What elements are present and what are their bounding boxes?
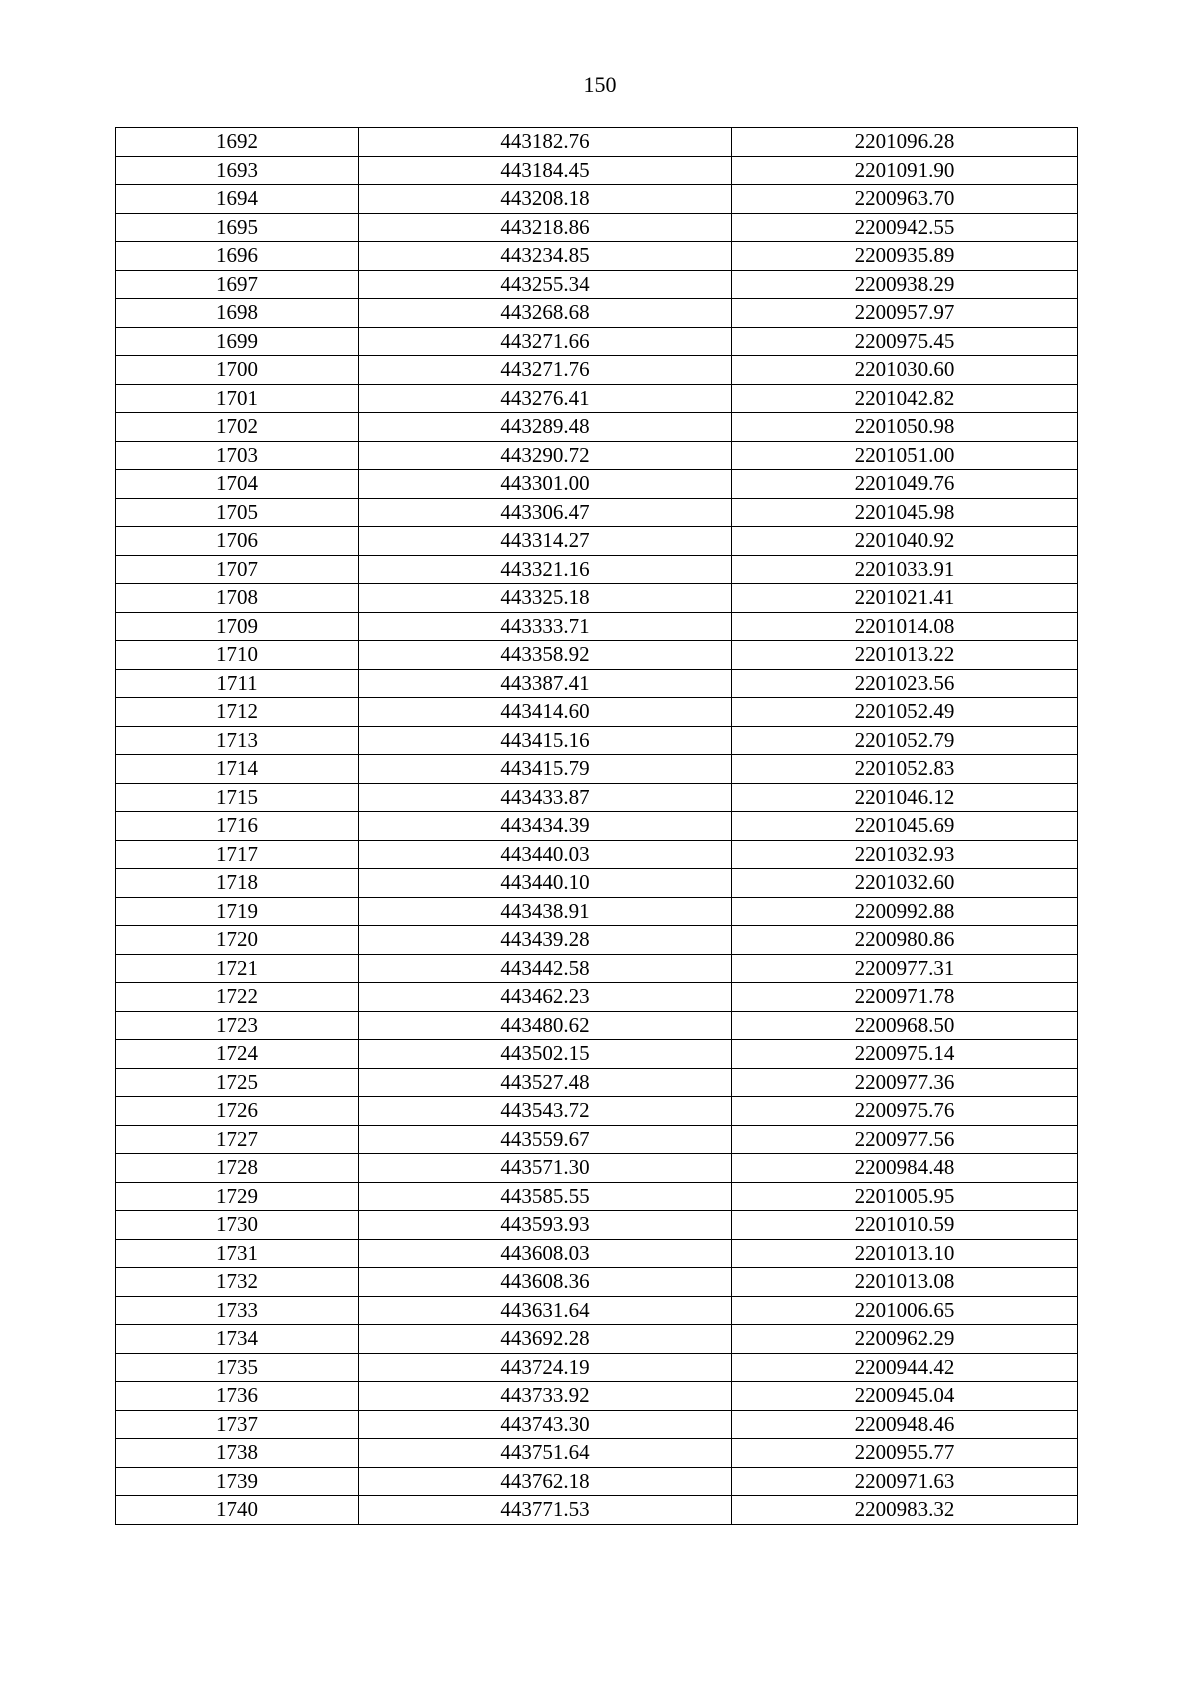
point-number-cell: 1701 [116, 384, 359, 413]
x-coordinate-cell: 443325.18 [359, 584, 732, 613]
point-number-cell: 1692 [116, 128, 359, 157]
point-number-cell: 1731 [116, 1239, 359, 1268]
table-row [116, 1410, 1078, 1439]
table-row [116, 527, 1078, 556]
y-coordinate-cell: 2201013.22 [732, 641, 1078, 670]
x-coordinate-cell: 443771.53 [359, 1496, 732, 1525]
y-coordinate-cell: 2200968.50 [732, 1011, 1078, 1040]
y-coordinate-cell: 2200935.89 [732, 242, 1078, 271]
y-coordinate-cell: 2201030.60 [732, 356, 1078, 385]
coordinates-table [115, 127, 1078, 1525]
table-row [116, 897, 1078, 926]
table-row [116, 1011, 1078, 1040]
x-coordinate-cell: 443301.00 [359, 470, 732, 499]
y-coordinate-cell: 2200992.88 [732, 897, 1078, 926]
x-coordinate-cell: 443543.72 [359, 1097, 732, 1126]
table-row [116, 698, 1078, 727]
point-number-cell: 1725 [116, 1068, 359, 1097]
table-row [116, 1097, 1078, 1126]
point-number-cell: 1705 [116, 498, 359, 527]
point-number-cell: 1718 [116, 869, 359, 898]
y-coordinate-cell: 2201051.00 [732, 441, 1078, 470]
point-number-cell: 1704 [116, 470, 359, 499]
y-coordinate-cell: 2200975.14 [732, 1040, 1078, 1069]
table-row [116, 669, 1078, 698]
x-coordinate-cell: 443387.41 [359, 669, 732, 698]
table-row [116, 384, 1078, 413]
y-coordinate-cell: 2201091.90 [732, 156, 1078, 185]
x-coordinate-cell: 443631.64 [359, 1296, 732, 1325]
y-coordinate-cell: 2201040.92 [732, 527, 1078, 556]
y-coordinate-cell: 2201021.41 [732, 584, 1078, 613]
x-coordinate-cell: 443439.28 [359, 926, 732, 955]
table-row [116, 869, 1078, 898]
table-row [116, 1239, 1078, 1268]
point-number-cell: 1738 [116, 1439, 359, 1468]
point-number-cell: 1713 [116, 726, 359, 755]
x-coordinate-cell: 443321.16 [359, 555, 732, 584]
table-row [116, 1467, 1078, 1496]
x-coordinate-cell: 443433.87 [359, 783, 732, 812]
point-number-cell: 1699 [116, 327, 359, 356]
x-coordinate-cell: 443440.03 [359, 840, 732, 869]
table-row [116, 641, 1078, 670]
table-row [116, 1154, 1078, 1183]
x-coordinate-cell: 443462.23 [359, 983, 732, 1012]
y-coordinate-cell: 2200942.55 [732, 213, 1078, 242]
table-row [116, 299, 1078, 328]
point-number-cell: 1698 [116, 299, 359, 328]
y-coordinate-cell: 2201045.98 [732, 498, 1078, 527]
point-number-cell: 1717 [116, 840, 359, 869]
table-row [116, 726, 1078, 755]
table-row [116, 555, 1078, 584]
y-coordinate-cell: 2201032.60 [732, 869, 1078, 898]
y-coordinate-cell: 2200984.48 [732, 1154, 1078, 1183]
x-coordinate-cell: 443289.48 [359, 413, 732, 442]
table-row [116, 783, 1078, 812]
x-coordinate-cell: 443608.03 [359, 1239, 732, 1268]
y-coordinate-cell: 2200938.29 [732, 270, 1078, 299]
x-coordinate-cell: 443692.28 [359, 1325, 732, 1354]
y-coordinate-cell: 2200977.36 [732, 1068, 1078, 1097]
point-number-cell: 1737 [116, 1410, 359, 1439]
x-coordinate-cell: 443414.60 [359, 698, 732, 727]
page-number: 150 [583, 72, 617, 97]
y-coordinate-cell: 2200944.42 [732, 1353, 1078, 1382]
x-coordinate-cell: 443724.19 [359, 1353, 732, 1382]
point-number-cell: 1694 [116, 185, 359, 214]
y-coordinate-cell: 2201052.49 [732, 698, 1078, 727]
point-number-cell: 1715 [116, 783, 359, 812]
point-number-cell: 1736 [116, 1382, 359, 1411]
point-number-cell: 1719 [116, 897, 359, 926]
x-coordinate-cell: 443434.39 [359, 812, 732, 841]
y-coordinate-cell: 2201013.10 [732, 1239, 1078, 1268]
table-row [116, 498, 1078, 527]
x-coordinate-cell: 443333.71 [359, 612, 732, 641]
y-coordinate-cell: 2201005.95 [732, 1182, 1078, 1211]
y-coordinate-cell: 2201014.08 [732, 612, 1078, 641]
x-coordinate-cell: 443438.91 [359, 897, 732, 926]
y-coordinate-cell: 2200977.56 [732, 1125, 1078, 1154]
x-coordinate-cell: 443314.27 [359, 527, 732, 556]
point-number-cell: 1696 [116, 242, 359, 271]
table-row [116, 1439, 1078, 1468]
y-coordinate-cell: 2201096.28 [732, 128, 1078, 157]
point-number-cell: 1733 [116, 1296, 359, 1325]
y-coordinate-cell: 2201045.69 [732, 812, 1078, 841]
point-number-cell: 1726 [116, 1097, 359, 1126]
point-number-cell: 1702 [116, 413, 359, 442]
x-coordinate-cell: 443290.72 [359, 441, 732, 470]
table-row [116, 1296, 1078, 1325]
table-body [116, 128, 1078, 1525]
y-coordinate-cell: 2201032.93 [732, 840, 1078, 869]
x-coordinate-cell: 443502.15 [359, 1040, 732, 1069]
x-coordinate-cell: 443762.18 [359, 1467, 732, 1496]
x-coordinate-cell: 443358.92 [359, 641, 732, 670]
x-coordinate-cell: 443593.93 [359, 1211, 732, 1240]
table-row [116, 213, 1078, 242]
x-coordinate-cell: 443306.47 [359, 498, 732, 527]
y-coordinate-cell: 2201050.98 [732, 413, 1078, 442]
table-row [116, 926, 1078, 955]
y-coordinate-cell: 2201033.91 [732, 555, 1078, 584]
point-number-cell: 1729 [116, 1182, 359, 1211]
table-row [116, 1382, 1078, 1411]
y-coordinate-cell: 2200971.63 [732, 1467, 1078, 1496]
point-number-cell: 1720 [116, 926, 359, 955]
point-number-cell: 1727 [116, 1125, 359, 1154]
point-number-cell: 1707 [116, 555, 359, 584]
x-coordinate-cell: 443234.85 [359, 242, 732, 271]
point-number-cell: 1740 [116, 1496, 359, 1525]
x-coordinate-cell: 443271.66 [359, 327, 732, 356]
table-row [116, 612, 1078, 641]
x-coordinate-cell: 443733.92 [359, 1382, 732, 1411]
y-coordinate-cell: 2200977.31 [732, 954, 1078, 983]
x-coordinate-cell: 443184.45 [359, 156, 732, 185]
point-number-cell: 1724 [116, 1040, 359, 1069]
point-number-cell: 1728 [116, 1154, 359, 1183]
point-number-cell: 1739 [116, 1467, 359, 1496]
point-number-cell: 1703 [116, 441, 359, 470]
table-row [116, 983, 1078, 1012]
point-number-cell: 1722 [116, 983, 359, 1012]
point-number-cell: 1693 [116, 156, 359, 185]
point-number-cell: 1732 [116, 1268, 359, 1297]
table-row [116, 327, 1078, 356]
table-row [116, 470, 1078, 499]
x-coordinate-cell: 443208.18 [359, 185, 732, 214]
y-coordinate-cell: 2200980.86 [732, 926, 1078, 955]
x-coordinate-cell: 443608.36 [359, 1268, 732, 1297]
table-row [116, 441, 1078, 470]
y-coordinate-cell: 2200955.77 [732, 1439, 1078, 1468]
x-coordinate-cell: 443559.67 [359, 1125, 732, 1154]
point-number-cell: 1711 [116, 669, 359, 698]
x-coordinate-cell: 443440.10 [359, 869, 732, 898]
y-coordinate-cell: 2200983.32 [732, 1496, 1078, 1525]
table-row [116, 1040, 1078, 1069]
point-number-cell: 1708 [116, 584, 359, 613]
y-coordinate-cell: 2201023.56 [732, 669, 1078, 698]
point-number-cell: 1695 [116, 213, 359, 242]
x-coordinate-cell: 443751.64 [359, 1439, 732, 1468]
point-number-cell: 1721 [116, 954, 359, 983]
point-number-cell: 1712 [116, 698, 359, 727]
x-coordinate-cell: 443415.16 [359, 726, 732, 755]
x-coordinate-cell: 443268.68 [359, 299, 732, 328]
table-row [116, 1068, 1078, 1097]
table-row [116, 413, 1078, 442]
table-row [116, 1182, 1078, 1211]
y-coordinate-cell: 2200957.97 [732, 299, 1078, 328]
point-number-cell: 1697 [116, 270, 359, 299]
table-row [116, 356, 1078, 385]
table-row [116, 1353, 1078, 1382]
table-row [116, 156, 1078, 185]
x-coordinate-cell: 443255.34 [359, 270, 732, 299]
x-coordinate-cell: 443442.58 [359, 954, 732, 983]
table-row [116, 812, 1078, 841]
table-row [116, 755, 1078, 784]
x-coordinate-cell: 443571.30 [359, 1154, 732, 1183]
y-coordinate-cell: 2201006.65 [732, 1296, 1078, 1325]
x-coordinate-cell: 443527.48 [359, 1068, 732, 1097]
y-coordinate-cell: 2201049.76 [732, 470, 1078, 499]
table-row [116, 1268, 1078, 1297]
y-coordinate-cell: 2201052.79 [732, 726, 1078, 755]
x-coordinate-cell: 443480.62 [359, 1011, 732, 1040]
y-coordinate-cell: 2201010.59 [732, 1211, 1078, 1240]
y-coordinate-cell: 2201013.08 [732, 1268, 1078, 1297]
y-coordinate-cell: 2200975.76 [732, 1097, 1078, 1126]
y-coordinate-cell: 2200971.78 [732, 983, 1078, 1012]
point-number-cell: 1700 [116, 356, 359, 385]
point-number-cell: 1709 [116, 612, 359, 641]
table-row [116, 954, 1078, 983]
y-coordinate-cell: 2201046.12 [732, 783, 1078, 812]
x-coordinate-cell: 443182.76 [359, 128, 732, 157]
table-row [116, 840, 1078, 869]
table-row [116, 1125, 1078, 1154]
table-row [116, 1211, 1078, 1240]
y-coordinate-cell: 2201042.82 [732, 384, 1078, 413]
point-number-cell: 1730 [116, 1211, 359, 1240]
y-coordinate-cell: 2200962.29 [732, 1325, 1078, 1354]
x-coordinate-cell: 443218.86 [359, 213, 732, 242]
y-coordinate-cell: 2200945.04 [732, 1382, 1078, 1411]
table-row [116, 185, 1078, 214]
y-coordinate-cell: 2200963.70 [732, 185, 1078, 214]
x-coordinate-cell: 443585.55 [359, 1182, 732, 1211]
point-number-cell: 1706 [116, 527, 359, 556]
y-coordinate-cell: 2201052.83 [732, 755, 1078, 784]
point-number-cell: 1723 [116, 1011, 359, 1040]
table-row [116, 270, 1078, 299]
x-coordinate-cell: 443276.41 [359, 384, 732, 413]
point-number-cell: 1735 [116, 1353, 359, 1382]
point-number-cell: 1714 [116, 755, 359, 784]
point-number-cell: 1716 [116, 812, 359, 841]
table-row [116, 584, 1078, 613]
y-coordinate-cell: 2200975.45 [732, 327, 1078, 356]
table-row [116, 242, 1078, 271]
y-coordinate-cell: 2200948.46 [732, 1410, 1078, 1439]
x-coordinate-cell: 443415.79 [359, 755, 732, 784]
table-row [116, 128, 1078, 157]
table-row [116, 1496, 1078, 1525]
x-coordinate-cell: 443271.76 [359, 356, 732, 385]
x-coordinate-cell: 443743.30 [359, 1410, 732, 1439]
table-row [116, 1325, 1078, 1354]
point-number-cell: 1734 [116, 1325, 359, 1354]
point-number-cell: 1710 [116, 641, 359, 670]
